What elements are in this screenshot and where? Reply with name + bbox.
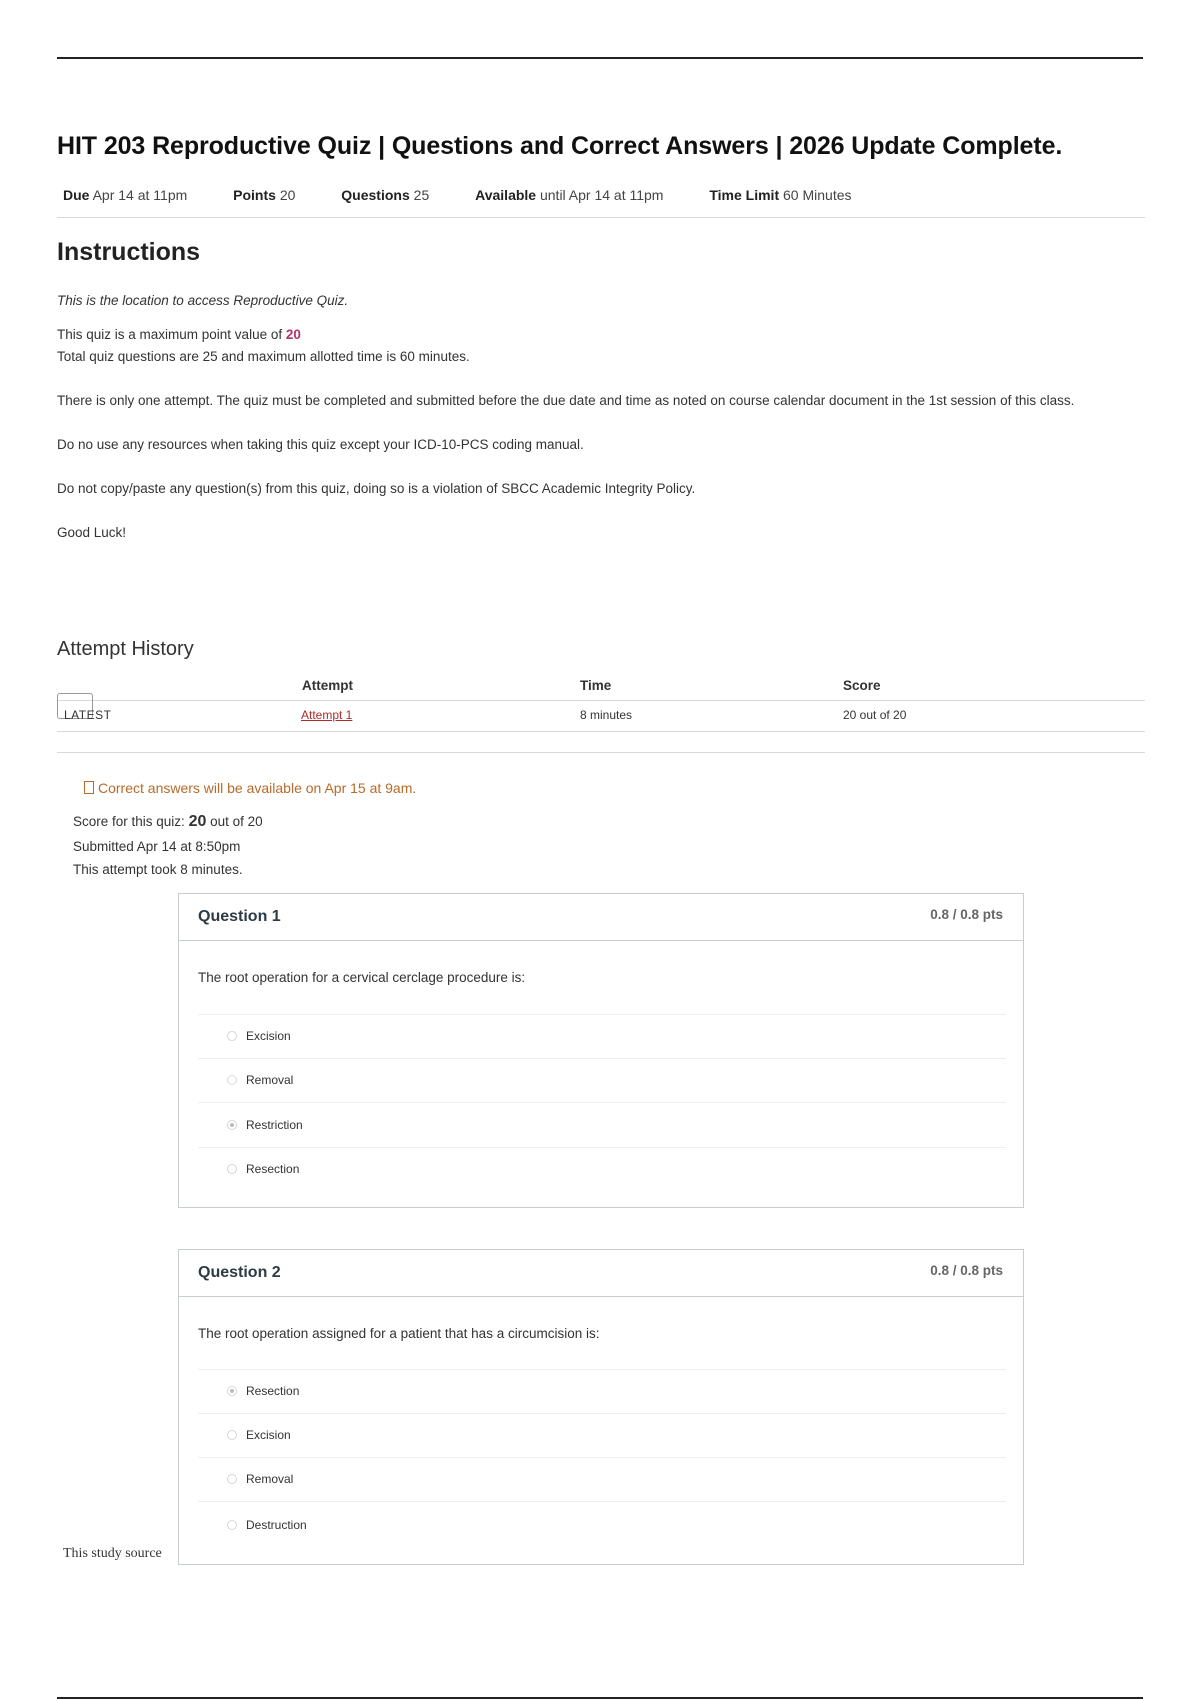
col-attempt: Attempt [302,678,353,693]
quiz-meta [63,187,894,203]
answer-radio-excision[interactable] [227,1430,237,1440]
option-divider [198,1413,1006,1414]
correct-answers-notice: Correct answers will be available on Apr 15 at 9am. [84,780,416,796]
answer-radio-removal[interactable] [227,1075,237,1085]
meta-divider [57,217,1145,218]
answer-radio-restriction-selected[interactable] [227,1120,237,1130]
question-card-1 [178,893,1024,1208]
meta-time-limit: Time Limit 60 Minutes [709,187,852,203]
attempt-section-divider [57,752,1145,753]
col-time: Time [580,678,612,693]
instructions-points: This quiz is a maximum point value of 20 Total quiz questions are 25 and maximum allotted time is 60 minutes. [57,327,470,364]
submitted-time: Submitted Apr 14 at 8:50pm [73,839,241,854]
meta-due: Due Apr 14 at 11pm [63,187,188,203]
question-divider [198,1369,1006,1370]
instructions-body [57,290,1145,566]
answer-radio-excision[interactable] [227,1031,237,1041]
answer-option: Removal [246,1073,294,1087]
page-title: HIT 203 Reproductive Quiz | Questions and Correct Answers | 2026 Update Complete. [57,132,1063,160]
attempt-header-divider [57,700,1145,701]
answer-option: Resection [246,1162,300,1176]
meta-available: Available until Apr 14 at 11pm [475,187,664,203]
question-header [179,894,1023,941]
attempt-time: 8 minutes [580,708,633,722]
question-title: Question 1 [198,908,281,925]
attempt-1-link[interactable]: Attempt 1 [301,708,353,722]
answer-radio-resection[interactable] [227,1164,237,1174]
question-points: 0.8 / 0.8 pts [930,907,1003,922]
answer-option: Excision [246,1428,291,1442]
instructions-attempt: There is only one attempt. The quiz must be completed and submitted before the due date and time as noted on course calendar document in the 1st session of this class. [57,393,1075,408]
question-divider [198,1014,1006,1015]
answer-radio-destruction[interactable] [227,1520,237,1530]
instructions-intro: This is the location to access Reproductive Quiz. [57,293,349,308]
info-icon [84,781,94,794]
instructions-copy: Do not copy/paste any question(s) from this quiz, doing so is a violation of SBCC Academic Integrity Policy. [57,481,696,496]
answer-option: Removal [246,1472,294,1486]
instructions-good-luck: Good Luck! [57,525,127,540]
instructions-resources: Do no use any resources when taking this quiz except your ICD-10-PCS coding manual. [57,437,584,452]
answer-option: Resection [246,1384,300,1398]
attempt-duration: This attempt took 8 minutes. [73,862,243,877]
bottom-rule [57,1697,1143,1699]
option-divider [198,1102,1006,1103]
question-title: Question 2 [198,1264,281,1281]
answer-radio-removal[interactable] [227,1474,237,1484]
latest-tag: LATEST [64,708,112,722]
meta-questions: Questions 25 [341,187,430,203]
question-points: 0.8 / 0.8 pts [930,1263,1003,1278]
answer-option: Destruction [246,1518,307,1532]
question-text: The root operation for a cervical cerclage procedure is: [198,970,526,985]
meta-points: Points 20 [233,187,296,203]
answer-option: Excision [246,1029,291,1043]
question-text: The root operation assigned for a patient that has a circumcision is: [198,1326,600,1341]
top-rule [57,57,1143,59]
study-source-watermark: This study source [63,1546,162,1561]
attempt-row-divider [57,731,1145,732]
option-divider [198,1058,1006,1059]
option-divider [198,1457,1006,1458]
col-score: Score [843,678,881,693]
answer-radio-resection-selected[interactable] [227,1386,237,1396]
option-divider [198,1501,1006,1502]
option-divider [198,1147,1006,1148]
attempt-history-heading: Attempt History [57,638,194,660]
question-card-2 [178,1249,1024,1565]
question-header [179,1250,1023,1297]
quiz-score: Score for this quiz: 20 out of 20 [73,813,263,830]
instructions-heading: Instructions [57,238,201,266]
attempt-score: 20 out of 20 [843,708,907,722]
answer-option: Restriction [246,1118,303,1132]
